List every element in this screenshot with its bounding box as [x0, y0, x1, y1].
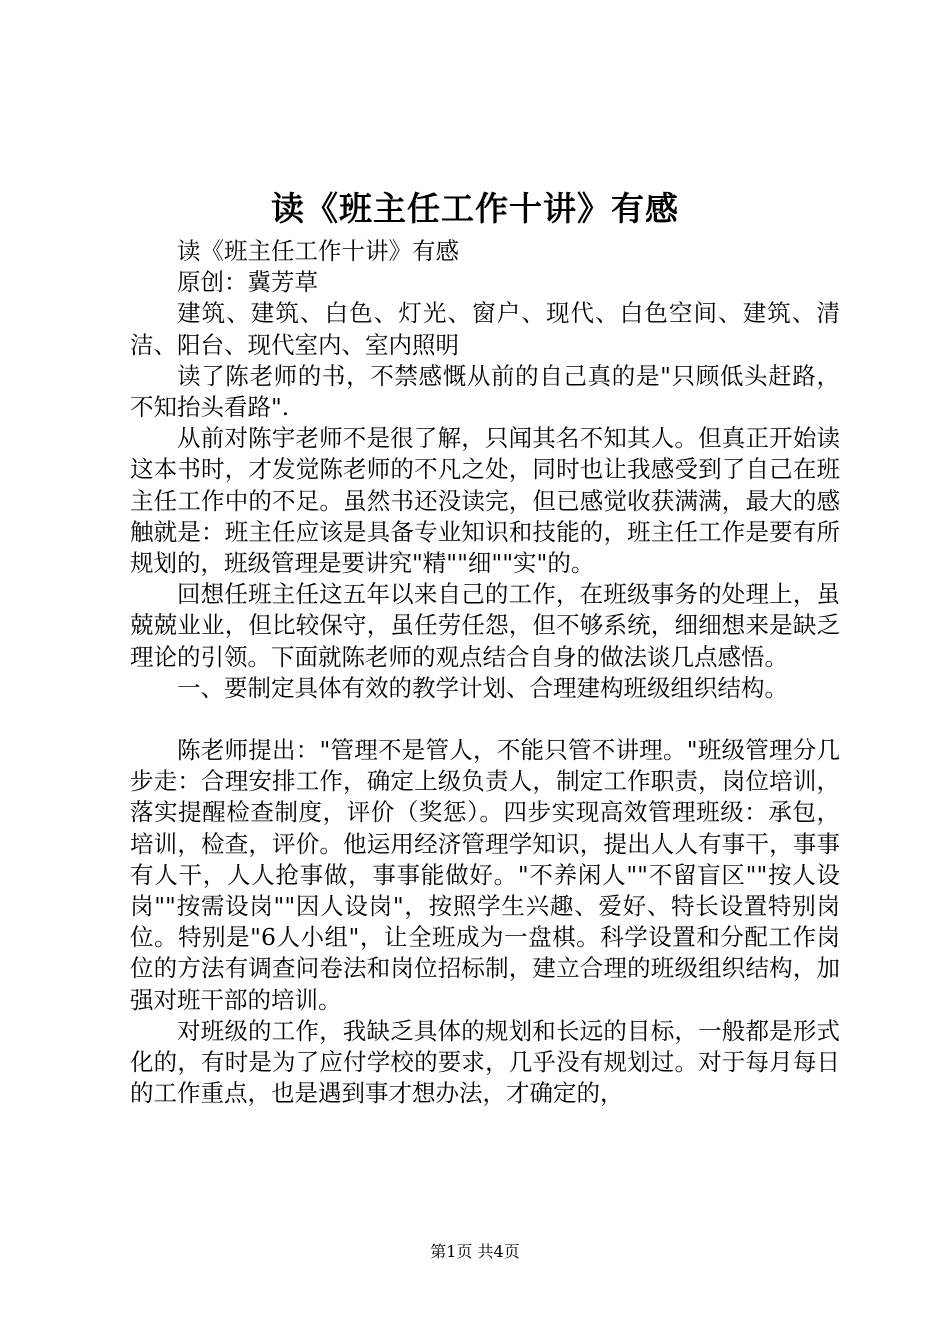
paragraph-body: 对班级的工作，我缺乏具体的规划和长远的目标，一般都是形式化的，有时是为了应付学校的要求，几乎没有规划过。对于每月每日的工作重点，也是遇到事才想办法，才确定的， [130, 1016, 840, 1108]
page-number-footer: 第1页 共4页 [430, 1242, 520, 1261]
paragraph-author: 原创：冀芳草 [177, 268, 318, 297]
paragraph-body: 回想任班主任这五年以来自己的工作，在班级事务的处理上，虽兢兢业业，但比较保守，虽任劳任怨，但不够系统，细细想来是缺乏理论的引领。下面就陈老师的观点结合自身的做法谈几点感悟。 [130, 580, 840, 671]
section-heading: 一、要制定具体有效的教学计划、合理建构班级组织结构。 [177, 673, 788, 702]
paragraph-body: 从前对陈宇老师不是很了解，只闻其名不知其人。但真正开始读这本书时，才发觉陈老师的不凡之处，同时也让我感受到了自己在班主任工作中的不足。虽然书还没读完，但已感觉收获满满，最大的感触就是：班主任应该是具备专业知识和技能的，班主任工作是要有所规划的，班级管理是要讲究"精""细""实"的。 [130, 424, 840, 578]
paragraph-keywords: 建筑、建筑、白色、灯光、窗户、现代、白色空间、建筑、清洁、阳台、现代室内、室内照明 [130, 299, 840, 359]
document-title: 读《班主任工作十讲》有感 [271, 189, 679, 228]
paragraph-intro: 读了陈老师的书，不禁感慨从前的自己真的是"只顾低头赶路，不知抬头看路". [130, 361, 840, 422]
paragraph-body: 陈老师提出："管理不是管人，不能只管不讲理。"班级管理分几步走：合理安排工作，确定上级负责人，制定工作职责，岗位培训，落实提醒检查制度，评价（奖惩）。四步实现高效管理班级：承包，培训，检查，评价。他运用经济管理学知识，提出人人有事干，事事有人干，人人抢事做，事事能做好。"不养闲人""不留盲区""按人设岗""按需设岗""因人设岗"，按照学生兴趣、爱好、特长设置特别岗位。特别是"6人小组"，让全班成为一盘棋。科学设置和分配工作岗位的方法有调查问卷法和岗位招标制，建立合理的班级组织结构，加强对班干部的培训。 [130, 736, 840, 1014]
document-body [130, 236, 840, 1109]
paragraph-repeat-title: 读《班主任工作十讲》有感 [177, 237, 459, 265]
